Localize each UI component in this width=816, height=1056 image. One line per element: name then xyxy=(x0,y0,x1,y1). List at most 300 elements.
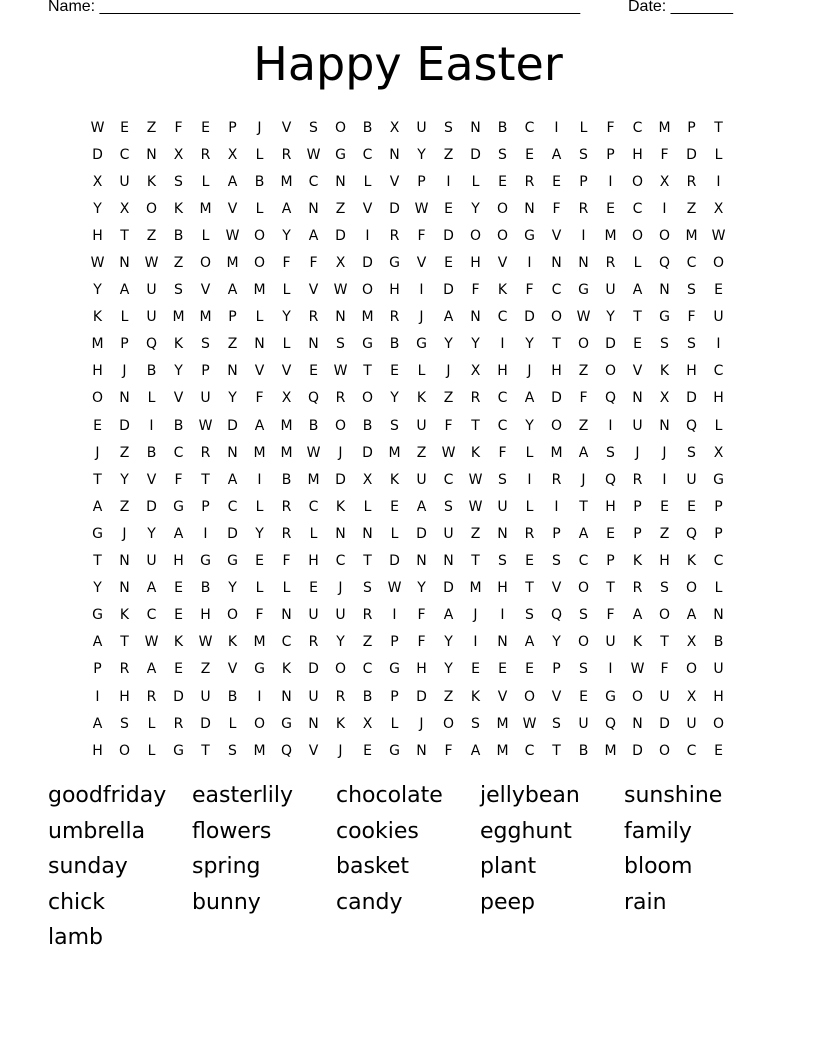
grid-letter: G xyxy=(389,661,400,678)
grid-letter: N xyxy=(308,336,319,353)
grid-letter: A xyxy=(92,634,103,651)
grid-letter: H xyxy=(470,255,481,272)
grid-letter: Q xyxy=(280,742,293,759)
grid-letter: T xyxy=(525,580,534,597)
grid-letter: O xyxy=(631,173,644,190)
grid-letter: J xyxy=(338,580,343,597)
word-list-item: candy xyxy=(336,889,403,915)
grid-letter: M xyxy=(550,444,563,461)
grid-letter: P xyxy=(687,119,696,136)
grid-letter: E xyxy=(309,580,318,597)
grid-letter: Y xyxy=(417,580,426,597)
grid-letter: M xyxy=(604,742,617,759)
grid-letter: D xyxy=(443,282,454,299)
grid-letter: Y xyxy=(93,580,102,597)
grid-letter: R xyxy=(605,255,616,272)
grid-letter: L xyxy=(282,336,291,353)
grid-letter: S xyxy=(579,146,588,163)
grid-letter: S xyxy=(174,282,183,299)
word-list-item: peep xyxy=(480,889,535,915)
grid-letter: D xyxy=(227,525,238,542)
grid-letter: Y xyxy=(390,390,399,407)
grid-letter: O xyxy=(226,607,239,624)
grid-letter: P xyxy=(417,173,426,190)
grid-letter: P xyxy=(201,363,210,380)
grid-letter: M xyxy=(280,417,293,434)
grid-letter: U xyxy=(605,634,616,651)
grid-letter: Q xyxy=(604,471,617,488)
grid-letter: R xyxy=(632,580,643,597)
grid-letter: S xyxy=(579,661,588,678)
grid-letter: H xyxy=(605,498,616,515)
grid-letter: F xyxy=(255,607,264,624)
grid-letter: F xyxy=(660,661,669,678)
grid-letter: R xyxy=(524,525,535,542)
grid-letter: R xyxy=(335,688,346,705)
grid-letter: X xyxy=(362,471,373,488)
grid-letter: C xyxy=(497,390,508,407)
word-list-item: basket xyxy=(336,854,410,879)
grid-letter: U xyxy=(119,173,130,190)
grid-letter: Z xyxy=(335,200,346,217)
grid-letter: O xyxy=(361,390,374,407)
grid-letter: D xyxy=(416,688,427,705)
grid-letter: Q xyxy=(307,390,320,407)
grid-letter: U xyxy=(443,525,454,542)
grid-letter: L xyxy=(201,227,210,244)
grid-letter: S xyxy=(660,336,669,353)
grid-letter: A xyxy=(632,607,643,624)
grid-letter: O xyxy=(631,227,644,244)
grid-letter: U xyxy=(713,309,724,326)
grid-letter: B xyxy=(173,227,184,244)
grid-letter: E xyxy=(525,146,534,163)
grid-letter: P xyxy=(390,634,399,651)
grid-letter: V xyxy=(146,471,157,488)
grid-letter: X xyxy=(119,200,130,217)
grid-letter: E xyxy=(498,661,507,678)
grid-letter: C xyxy=(551,282,562,299)
grid-letter: N xyxy=(551,255,562,272)
grid-letter: E xyxy=(633,336,642,353)
grid-letter: V xyxy=(227,661,238,678)
grid-letter: L xyxy=(228,715,237,732)
grid-letter: Y xyxy=(282,227,291,244)
grid-letter: N xyxy=(632,715,643,732)
word-list-item: rain xyxy=(624,889,667,915)
grid-letter: C xyxy=(713,553,724,570)
grid-letter: M xyxy=(496,742,509,759)
grid-row xyxy=(84,385,732,412)
grid-letter: H xyxy=(497,580,508,597)
grid-letter: A xyxy=(227,471,238,488)
grid-letter: J xyxy=(338,444,343,461)
grid-letter: K xyxy=(92,309,103,326)
grid-letter: W xyxy=(306,146,321,163)
grid-letter: I xyxy=(392,607,397,624)
grid-letter: W xyxy=(198,417,213,434)
grid-row xyxy=(84,358,732,385)
grid-letter: N xyxy=(659,282,670,299)
grid-letter: R xyxy=(686,173,697,190)
word-list-item: bloom xyxy=(624,854,693,879)
grid-letter: L xyxy=(255,146,264,163)
grid-letter: L xyxy=(255,200,264,217)
grid-letter: N xyxy=(254,336,265,353)
grid-letter: D xyxy=(551,390,562,407)
grid-letter: M xyxy=(280,444,293,461)
grid-letter: G xyxy=(173,498,184,515)
grid-letter: F xyxy=(606,607,615,624)
grid-letter: Y xyxy=(471,200,480,217)
grid-letter: I xyxy=(149,417,154,434)
grid-letter: O xyxy=(253,255,266,272)
grid-letter: R xyxy=(389,309,400,326)
grid-letter: L xyxy=(147,390,156,407)
grid-letter: F xyxy=(444,742,453,759)
grid-letter: F xyxy=(309,255,318,272)
grid-letter: J xyxy=(122,363,127,380)
grid-letter: M xyxy=(253,742,266,759)
grid-letter: J xyxy=(257,119,262,136)
grid-letter: Z xyxy=(362,634,373,651)
grid-letter: G xyxy=(254,661,265,678)
grid-letter: E xyxy=(174,607,183,624)
grid-letter: C xyxy=(308,173,319,190)
grid-row xyxy=(84,195,732,222)
grid-letter: P xyxy=(606,553,615,570)
grid-letter: B xyxy=(281,471,292,488)
grid-letter: I xyxy=(365,227,370,244)
grid-letter: Z xyxy=(443,390,454,407)
grid-letter: K xyxy=(659,363,670,380)
grid-letter: G xyxy=(524,227,535,244)
grid-letter: X xyxy=(686,688,697,705)
grid-letter: M xyxy=(685,227,698,244)
grid-letter: O xyxy=(658,227,671,244)
grid-letter: X xyxy=(713,444,724,461)
grid-letter: E xyxy=(390,498,399,515)
grid-letter: O xyxy=(604,363,617,380)
grid-letter: D xyxy=(335,471,346,488)
grid-letter: T xyxy=(201,471,210,488)
grid-letter: G xyxy=(659,309,670,326)
grid-letter: C xyxy=(362,661,373,678)
grid-row xyxy=(84,331,732,358)
grid-letter: E xyxy=(606,525,615,542)
grid-letter: K xyxy=(416,390,427,407)
grid-letter: O xyxy=(442,715,455,732)
grid-letter: Y xyxy=(525,336,534,353)
grid-letter: Y xyxy=(444,661,453,678)
grid-letter: F xyxy=(525,282,534,299)
grid-letter: F xyxy=(417,634,426,651)
grid-letter: E xyxy=(120,119,129,136)
grid-letter: I xyxy=(419,282,424,299)
grid-letter: X xyxy=(686,634,697,651)
grid-letter: G xyxy=(227,553,238,570)
word-list-item: chick xyxy=(48,889,105,915)
grid-letter: W xyxy=(144,255,159,272)
grid-letter: A xyxy=(227,173,238,190)
grid-letter: Q xyxy=(604,715,617,732)
grid-letter: J xyxy=(419,715,424,732)
grid-letter: A xyxy=(173,525,184,542)
grid-letter: C xyxy=(497,417,508,434)
grid-letter: O xyxy=(253,715,266,732)
grid-letter: R xyxy=(335,390,346,407)
grid-letter: X xyxy=(389,119,400,136)
grid-letter: N xyxy=(335,173,346,190)
grid-letter: D xyxy=(389,200,400,217)
grid-letter: D xyxy=(524,309,535,326)
grid-letter: B xyxy=(362,417,373,434)
grid-letter: F xyxy=(282,255,291,272)
grid-letter: V xyxy=(551,688,562,705)
grid-letter: S xyxy=(390,417,399,434)
grid-letter: U xyxy=(308,688,319,705)
grid-letter: B xyxy=(362,688,373,705)
grid-letter: K xyxy=(173,634,184,651)
grid-letter: C xyxy=(713,363,724,380)
grid-letter: N xyxy=(416,742,427,759)
grid-letter: C xyxy=(686,742,697,759)
grid-letter: C xyxy=(173,444,184,461)
grid-letter: A xyxy=(146,661,157,678)
grid-row xyxy=(84,575,732,602)
grid-letter: G xyxy=(713,471,724,488)
grid-letter: N xyxy=(578,255,589,272)
grid-row xyxy=(84,277,732,304)
grid-letter: K xyxy=(389,471,400,488)
grid-letter: I xyxy=(527,471,532,488)
grid-letter: P xyxy=(714,498,723,515)
grid-letter: U xyxy=(686,715,697,732)
grid-letter: T xyxy=(552,336,561,353)
grid-letter: O xyxy=(361,282,374,299)
grid-letter: A xyxy=(146,580,157,597)
grid-letter: B xyxy=(146,363,157,380)
grid-letter: R xyxy=(524,173,535,190)
grid-letter: U xyxy=(146,553,157,570)
grid-letter: Z xyxy=(659,525,670,542)
grid-letter: G xyxy=(200,553,211,570)
grid-letter: D xyxy=(227,417,238,434)
grid-letter: I xyxy=(554,498,559,515)
grid-letter: X xyxy=(470,363,481,380)
grid-letter: J xyxy=(662,444,667,461)
grid-letter: R xyxy=(308,634,319,651)
grid-letter: M xyxy=(496,715,509,732)
grid-letter: R xyxy=(470,390,481,407)
grid-letter: O xyxy=(334,119,347,136)
grid-letter: Y xyxy=(120,471,129,488)
grid-letter: E xyxy=(606,200,615,217)
grid-letter: B xyxy=(146,444,157,461)
grid-letter: N xyxy=(659,417,670,434)
grid-letter: L xyxy=(525,444,534,461)
grid-letter: X xyxy=(92,173,103,190)
grid-letter: L xyxy=(525,498,534,515)
grid-letter: F xyxy=(255,390,264,407)
grid-letter: E xyxy=(201,119,210,136)
grid-letter: T xyxy=(633,309,642,326)
grid-letter: T xyxy=(471,417,480,434)
grid-letter: N xyxy=(335,309,346,326)
grid-letter: I xyxy=(500,607,505,624)
grid-letter: M xyxy=(172,309,185,326)
grid-letter: N xyxy=(443,553,454,570)
grid-letter: V xyxy=(308,742,319,759)
grid-letter: F xyxy=(660,146,669,163)
grid-letter: C xyxy=(686,255,697,272)
word-list-item: jellybean xyxy=(480,783,580,808)
grid-letter: Z xyxy=(578,417,589,434)
grid-letter: O xyxy=(118,742,131,759)
grid-letter: D xyxy=(173,688,184,705)
grid-letter: W xyxy=(711,227,726,244)
grid-letter: B xyxy=(200,580,211,597)
grid-letter: Y xyxy=(174,363,183,380)
grid-letter: F xyxy=(471,282,480,299)
grid-letter: P xyxy=(228,309,237,326)
grid-letter: O xyxy=(550,417,563,434)
grid-letter: Y xyxy=(471,336,480,353)
grid-letter: T xyxy=(552,742,561,759)
grid-letter: Q xyxy=(658,255,671,272)
grid-letter: H xyxy=(389,282,400,299)
grid-letter: N xyxy=(416,553,427,570)
grid-letter: U xyxy=(632,417,643,434)
grid-letter: K xyxy=(632,634,643,651)
grid-letter: S xyxy=(444,498,453,515)
grid-letter: Y xyxy=(93,200,102,217)
grid-letter: H xyxy=(200,607,211,624)
grid-letter: R xyxy=(578,200,589,217)
grid-letter: W xyxy=(630,661,645,678)
grid-letter: A xyxy=(551,146,562,163)
grid-letter: J xyxy=(527,363,532,380)
grid-letter: N xyxy=(632,390,643,407)
grid-letter: M xyxy=(469,580,482,597)
grid-row xyxy=(84,629,732,656)
grid-letter: T xyxy=(120,227,129,244)
grid-letter: M xyxy=(199,309,212,326)
grid-letter: H xyxy=(632,146,643,163)
grid-letter: L xyxy=(714,580,723,597)
grid-letter: N xyxy=(470,309,481,326)
grid-letter: R xyxy=(173,715,184,732)
grid-letter: L xyxy=(255,309,264,326)
grid-letter: G xyxy=(281,715,292,732)
grid-letter: E xyxy=(714,282,723,299)
grid-letter: L xyxy=(282,282,291,299)
grid-row xyxy=(84,656,732,683)
grid-row xyxy=(84,493,732,520)
grid-letter: A xyxy=(119,282,130,299)
grid-letter: O xyxy=(145,200,158,217)
word-list-item: plant xyxy=(480,854,537,879)
grid-letter: O xyxy=(658,607,671,624)
grid-letter: C xyxy=(524,119,535,136)
grid-letter: U xyxy=(578,715,589,732)
grid-letter: F xyxy=(417,607,426,624)
word-list-item: bunny xyxy=(192,889,261,915)
grid-letter: M xyxy=(658,119,671,136)
grid-letter: L xyxy=(201,173,210,190)
grid-letter: P xyxy=(201,498,210,515)
grid-letter: L xyxy=(147,715,156,732)
grid-letter: U xyxy=(146,282,157,299)
grid-letter: R xyxy=(200,444,211,461)
grid-letter: V xyxy=(551,227,562,244)
grid-letter: N xyxy=(227,444,238,461)
grid-letter: R xyxy=(551,471,562,488)
grid-letter: A xyxy=(524,634,535,651)
grid-letter: M xyxy=(253,282,266,299)
grid-letter: Z xyxy=(146,227,157,244)
grid-letter: D xyxy=(200,715,211,732)
grid-letter: J xyxy=(338,742,343,759)
grid-letter: S xyxy=(444,119,453,136)
grid-letter: T xyxy=(93,553,102,570)
grid-letter: M xyxy=(280,173,293,190)
grid-letter: C xyxy=(632,119,643,136)
grid-letter: K xyxy=(281,661,292,678)
grid-letter: D xyxy=(119,417,130,434)
grid-letter: H xyxy=(92,742,103,759)
word-list-item: egghunt xyxy=(480,818,572,844)
grid-letter: Z xyxy=(146,119,157,136)
word-list-item: flowers xyxy=(192,818,272,844)
grid-letter: C xyxy=(146,607,157,624)
grid-letter: E xyxy=(525,661,534,678)
grid-letter: E xyxy=(525,553,534,570)
grid-letter: V xyxy=(497,688,508,705)
grid-letter: T xyxy=(363,363,372,380)
grid-letter: P xyxy=(120,336,129,353)
grid-letter: G xyxy=(335,146,346,163)
grid-letter: N xyxy=(470,119,481,136)
grid-letter: B xyxy=(497,119,508,136)
grid-letter: Y xyxy=(255,525,264,542)
grid-letter: L xyxy=(309,525,318,542)
grid-letter: S xyxy=(120,715,129,732)
grid-letter: R xyxy=(281,498,292,515)
grid-letter: M xyxy=(253,444,266,461)
grid-letter: J xyxy=(122,525,127,542)
grid-letter: I xyxy=(581,227,586,244)
grid-letter: U xyxy=(416,417,427,434)
grid-letter: F xyxy=(552,200,561,217)
name-field: Name: ______________________________________________________ xyxy=(48,0,581,15)
grid-letter: N xyxy=(362,525,373,542)
grid-letter: E xyxy=(579,688,588,705)
grid-letter: W xyxy=(441,444,456,461)
grid-letter: L xyxy=(120,309,129,326)
word-list-item: lamb xyxy=(48,925,103,950)
grid-letter: C xyxy=(281,634,292,651)
grid-letter: E xyxy=(444,255,453,272)
grid-letter: X xyxy=(173,146,184,163)
grid-letter: K xyxy=(173,336,184,353)
grid-letter: K xyxy=(146,173,157,190)
grid-letter: V xyxy=(281,119,292,136)
grid-letter: R xyxy=(200,146,211,163)
grid-letter: A xyxy=(470,742,481,759)
grid-letter: F xyxy=(444,417,453,434)
grid-letter: N xyxy=(227,363,238,380)
